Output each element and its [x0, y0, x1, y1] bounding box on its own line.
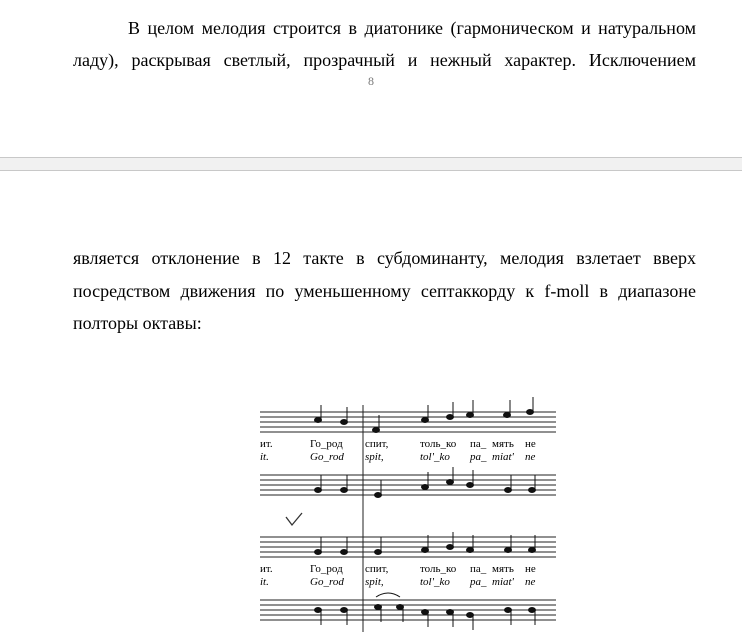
- document-page-top: [0, 0, 742, 157]
- lyric-syllable: it.: [260, 576, 269, 588]
- lyric-syllable: ne: [525, 451, 536, 463]
- lyric-syllable: спит,: [365, 563, 389, 575]
- paragraph-line: посредством движения по уменьшенному септаккорду к f-moll в диапазоне: [73, 281, 696, 301]
- lyric-syllable: Go_rod: [310, 576, 344, 588]
- lyric-syllable: pa_: [470, 576, 487, 588]
- lyric-syllable: толь_ко: [420, 438, 457, 450]
- lyric-syllable: не: [525, 438, 536, 450]
- lyric-syllable: miat': [492, 451, 514, 463]
- lyric-syllable: па_: [470, 563, 487, 575]
- lyric-syllable: miat': [492, 576, 514, 588]
- lyric-syllable: pa_: [470, 451, 487, 463]
- lyric-syllable: spit,: [365, 451, 384, 463]
- lyric-syllable: tol'_ko: [420, 451, 450, 463]
- lyric-syllable: толь_ко: [420, 563, 457, 575]
- lyric-syllable: spit,: [365, 576, 384, 588]
- lyric-syllable: не: [525, 563, 536, 575]
- lyric-syllable: Go_rod: [310, 451, 344, 463]
- paragraph-line: является отклонение в 12 такте в субдоминанту, мелодия взлетает вверх: [73, 248, 696, 268]
- paragraph-line: В целом мелодия строится в диатонике (гармоническом и натуральном: [128, 18, 696, 38]
- lyric-syllable: Го_род: [310, 563, 343, 575]
- lyric-syllable: Го_род: [310, 438, 343, 450]
- lyric-syllable: ит.: [260, 563, 273, 575]
- lyric-syllable: мять: [492, 563, 514, 575]
- lyric-syllable: ит.: [260, 438, 273, 450]
- paragraph-line: полторы октавы:: [73, 313, 202, 333]
- music-score-image: [260, 375, 560, 632]
- lyric-syllable: ne: [525, 576, 536, 588]
- lyric-syllable: tol'_ko: [420, 576, 450, 588]
- lyric-syllable: спит,: [365, 438, 389, 450]
- lyric-syllable: мять: [492, 438, 514, 450]
- lyric-syllable: it.: [260, 451, 269, 463]
- paragraph-line: ладу), раскрывая светлый, прозрачный и нежный характер. Исключением: [73, 50, 696, 70]
- lyric-syllable: па_: [470, 438, 487, 450]
- page-number: 8: [368, 74, 374, 88]
- page-break: [0, 157, 742, 171]
